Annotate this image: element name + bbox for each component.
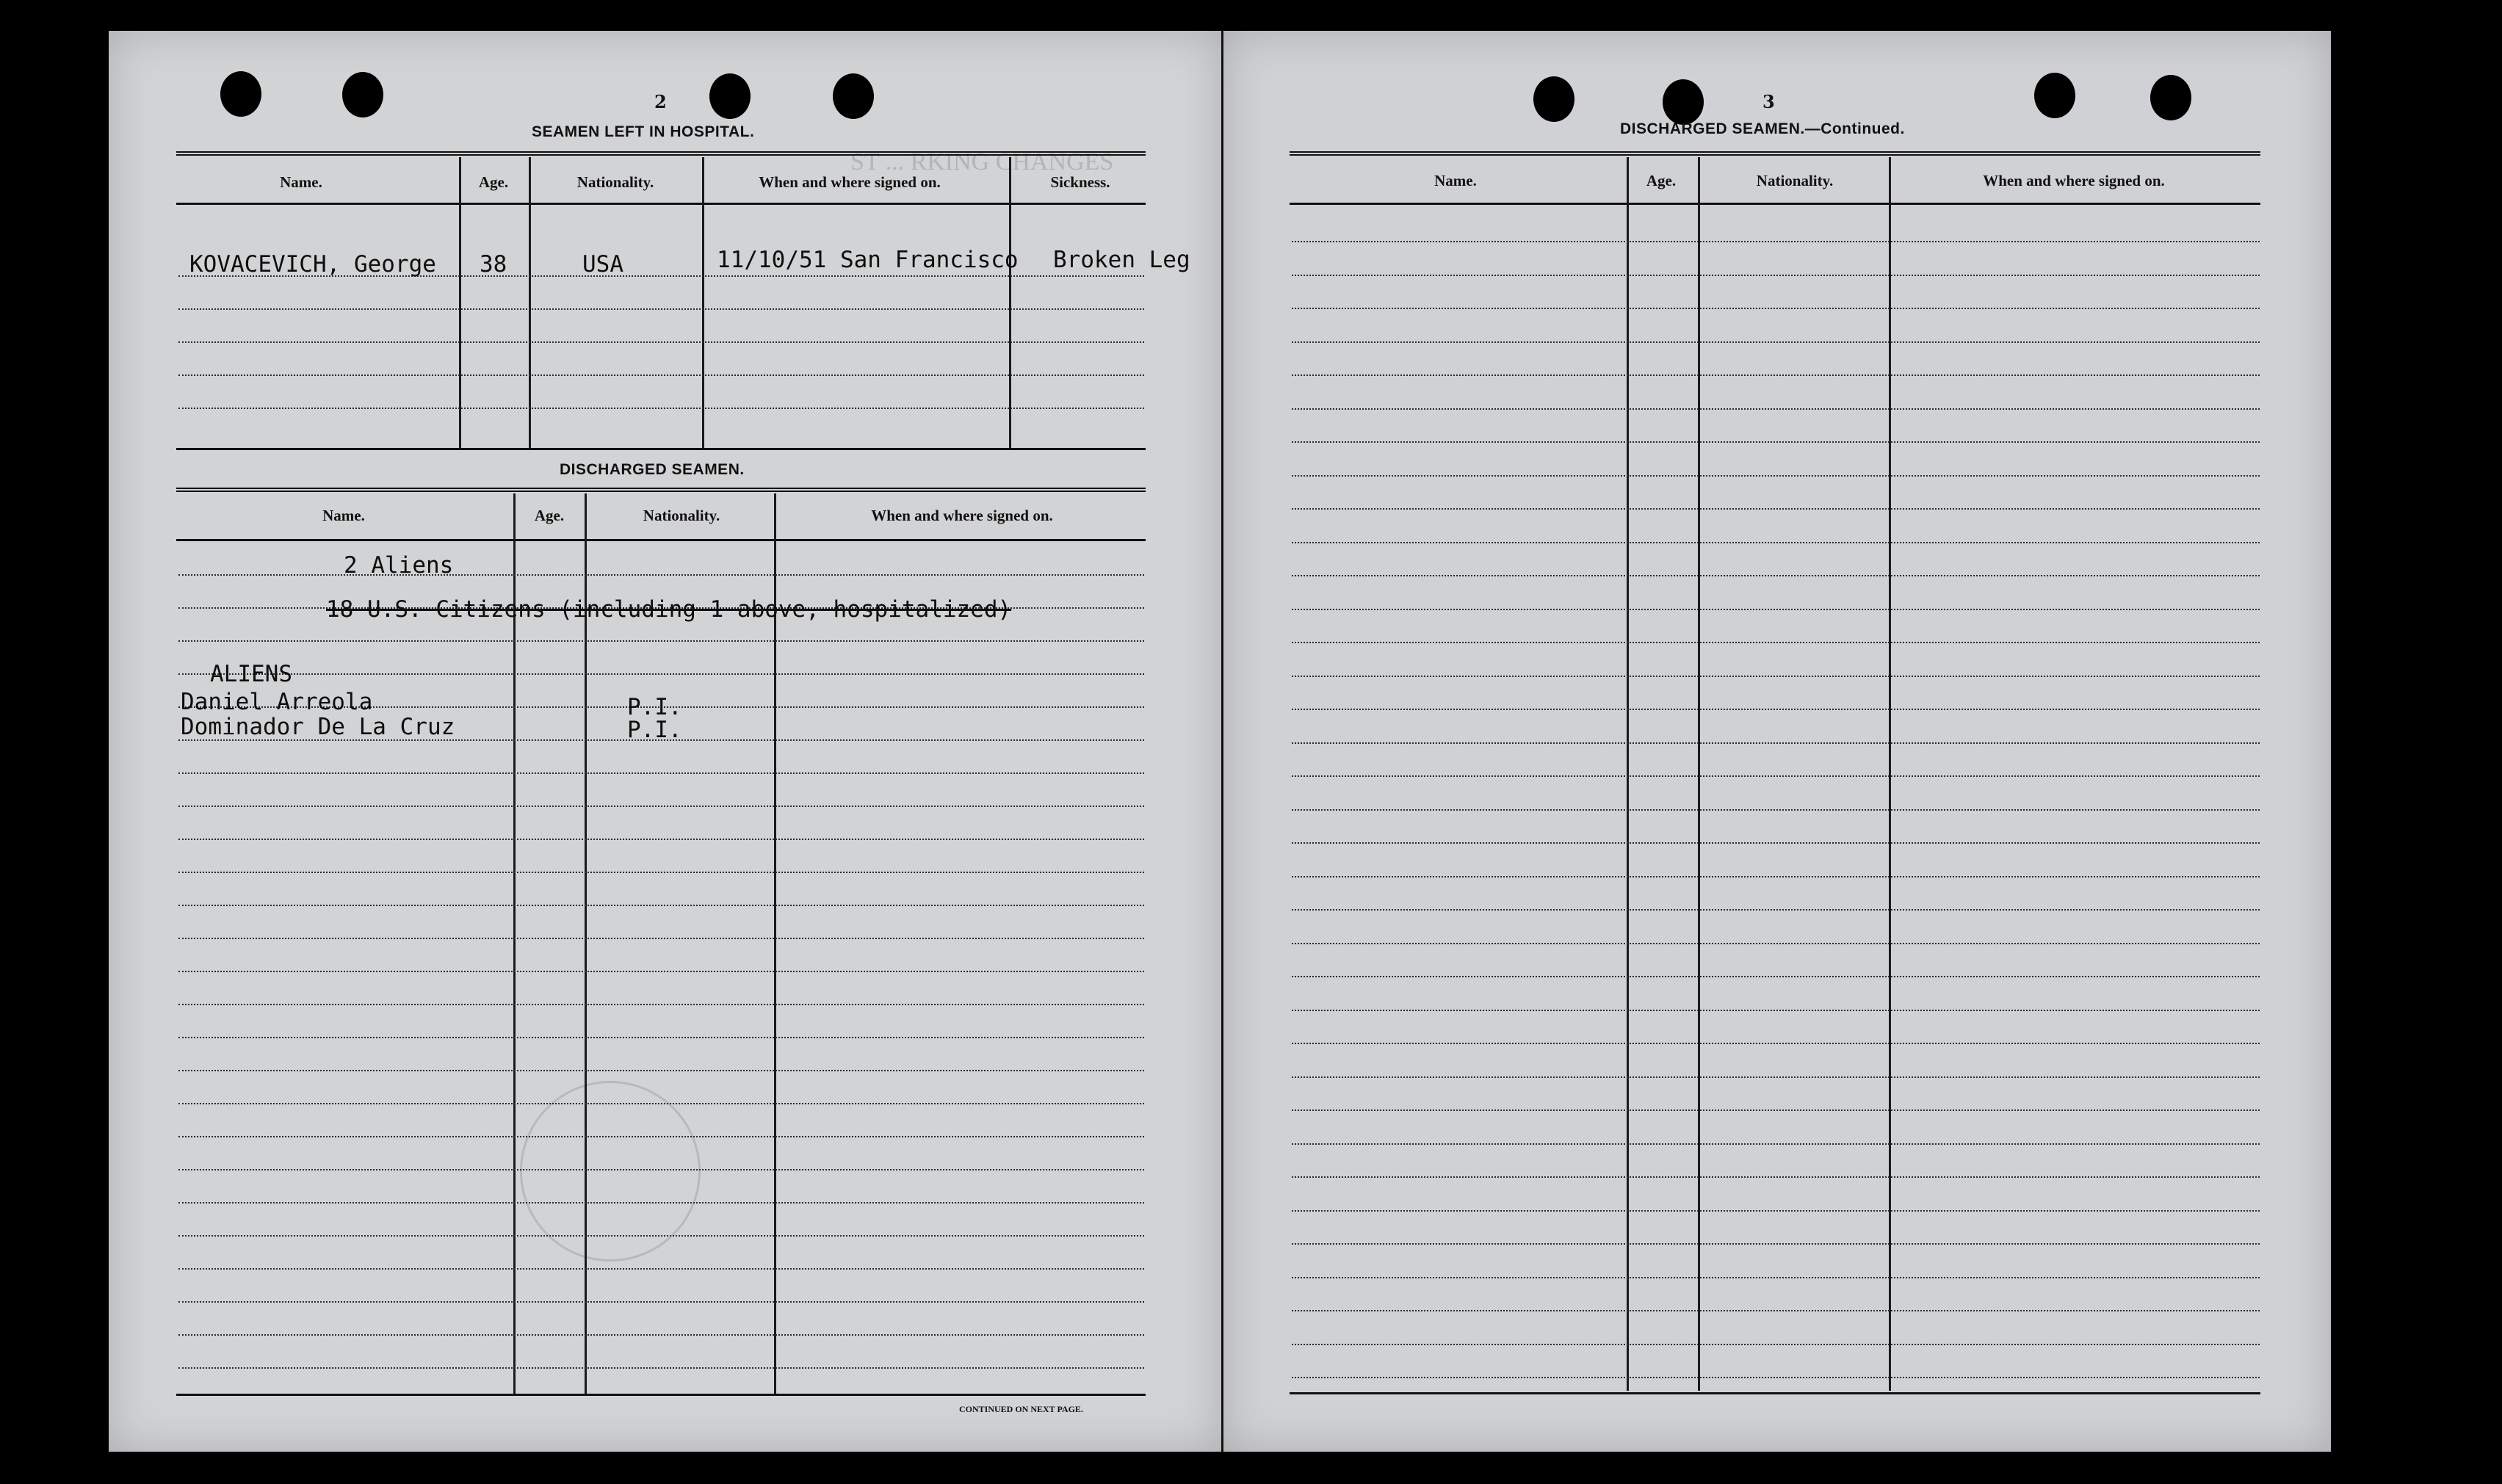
ruled-line <box>178 374 1144 376</box>
ruled-line <box>1292 1277 2260 1278</box>
ruled-line <box>1292 943 2260 944</box>
ruled-line <box>178 1301 1144 1303</box>
col-header-name: Name. <box>280 173 322 191</box>
punch-hole <box>1533 76 1574 122</box>
ruled-line <box>178 308 1144 310</box>
hospital-name: KOVACEVICH, George <box>189 251 436 278</box>
bleed-through-text: ST ... RKING CHANGES <box>850 148 1114 175</box>
table-bottom-rule <box>176 1394 1146 1396</box>
ruled-line <box>1292 275 2260 276</box>
aliens-label: ALIENS <box>210 661 292 687</box>
hospital-sickness: Broken Leg <box>1053 247 1190 273</box>
punch-hole <box>342 72 383 117</box>
ruled-line <box>178 673 1144 675</box>
ruled-line <box>178 839 1144 840</box>
discharged-continued-heading: DISCHARGED SEAMEN.—Continued. <box>1620 120 1905 137</box>
col-header-sickness: Sickness. <box>1050 173 1110 191</box>
ruled-line <box>1292 1010 2260 1011</box>
ruled-line <box>178 806 1144 807</box>
col-header-signed-on: When and where signed on. <box>759 173 941 191</box>
ruled-line <box>178 574 1144 576</box>
col-header-age: Age. <box>478 173 509 191</box>
ruled-line <box>178 1169 1144 1170</box>
ruled-line <box>1292 809 2260 811</box>
ruled-line <box>1292 842 2260 844</box>
column-divider <box>459 157 461 448</box>
ruled-line <box>178 1004 1144 1005</box>
left-page <box>109 31 1221 1452</box>
ruled-line <box>1292 241 2260 242</box>
ruled-line <box>1292 1243 2260 1245</box>
ruled-line <box>1292 508 2260 510</box>
ruled-line <box>178 1334 1144 1336</box>
column-divider <box>585 493 587 1394</box>
discharged-nationality: P.I. <box>627 717 682 743</box>
page-number: 3 <box>1762 91 1775 112</box>
ruled-line <box>1292 441 2260 443</box>
ruled-line <box>178 1103 1144 1104</box>
ruled-line <box>1292 676 2260 677</box>
discharged-name: Daniel Arreola <box>181 689 373 715</box>
page-number: 2 <box>654 91 667 112</box>
col-header-nationality: Nationality. <box>1756 172 1834 189</box>
ruled-line <box>1292 876 2260 877</box>
ruled-line <box>178 341 1144 343</box>
ruled-line <box>178 971 1144 972</box>
table-top-rule <box>1290 151 2260 156</box>
punch-hole <box>220 71 261 117</box>
ruled-line <box>1292 1210 2260 1212</box>
ruled-line <box>1292 1110 2260 1111</box>
discharged-section-heading: DISCHARGED SEAMEN. <box>560 461 745 478</box>
ruled-line <box>1292 1377 2260 1378</box>
ruled-line <box>178 1070 1144 1071</box>
section-rule <box>176 448 1146 450</box>
right-page <box>1223 31 2331 1452</box>
punch-hole <box>2034 73 2075 118</box>
ruled-line <box>1292 909 2260 911</box>
column-divider <box>702 157 704 448</box>
hospital-nationality: USA <box>582 251 623 278</box>
ruled-line <box>178 938 1144 939</box>
discharged-nationality: P.I. <box>627 694 682 720</box>
ruled-line <box>1292 742 2260 744</box>
col-header-nationality: Nationality. <box>576 173 654 191</box>
continued-footer: CONTINUED ON NEXT PAGE. <box>959 1404 1083 1414</box>
col-header-nationality: Nationality. <box>643 507 720 524</box>
ruled-line <box>178 905 1144 906</box>
col-header-name: Name. <box>322 507 365 524</box>
ruled-line <box>1292 341 2260 343</box>
ruled-line <box>178 872 1144 873</box>
hospital-section-heading: SEAMEN LEFT IN HOSPITAL. <box>532 123 755 140</box>
ruled-line <box>178 408 1144 409</box>
ruled-line <box>178 640 1144 642</box>
ruled-line <box>1292 1344 2260 1345</box>
hospital-age: 38 <box>480 251 507 278</box>
column-divider <box>774 493 776 1394</box>
ruled-line <box>1292 1176 2260 1178</box>
ruled-line <box>178 1268 1144 1270</box>
ruled-line <box>1292 642 2260 643</box>
header-rule <box>176 203 1146 205</box>
ruled-line <box>1292 709 2260 710</box>
punch-hole <box>709 73 751 119</box>
ruled-line <box>1292 1310 2260 1311</box>
summary-citizens: 18 U.S. Citizens (including 1 above, hospitalized) <box>326 596 1012 623</box>
col-header-age: Age. <box>1646 172 1677 189</box>
hospital-signed-on: 11/10/51 San Francisco <box>717 247 1019 273</box>
col-header-signed-on: When and where signed on. <box>871 507 1053 524</box>
ruled-line <box>1292 775 2260 777</box>
ruled-line <box>1292 1043 2260 1044</box>
punch-hole <box>1663 79 1704 125</box>
ruled-line <box>1292 1076 2260 1078</box>
ruled-line <box>178 1037 1144 1038</box>
discharged-name: Dominador De La Cruz <box>181 714 455 740</box>
ruled-line <box>178 1202 1144 1204</box>
ruled-line <box>178 1367 1144 1369</box>
table-top-rule <box>176 151 1146 156</box>
ruled-line <box>178 772 1144 774</box>
ruled-line <box>1292 1143 2260 1145</box>
ruled-line <box>178 1235 1144 1237</box>
ruled-line <box>1292 542 2260 543</box>
table-top-rule <box>176 488 1146 492</box>
punch-hole <box>833 73 874 119</box>
ruled-line <box>1292 408 2260 410</box>
summary-aliens: 2 Aliens <box>344 552 454 579</box>
ruled-line <box>1292 976 2260 977</box>
table-bottom-rule <box>1290 1392 2260 1394</box>
column-divider <box>529 157 531 448</box>
ruled-line <box>1292 575 2260 576</box>
column-divider <box>1009 157 1011 448</box>
column-divider <box>513 493 516 1394</box>
header-rule <box>1290 203 2260 205</box>
ruled-line <box>1292 374 2260 376</box>
ruled-line <box>1292 475 2260 477</box>
col-header-name: Name. <box>1434 172 1477 189</box>
ruled-line <box>1292 609 2260 610</box>
ruled-line <box>1292 308 2260 309</box>
header-rule <box>176 539 1146 541</box>
punch-hole <box>2150 75 2191 120</box>
col-header-age: Age. <box>534 507 565 524</box>
col-header-signed-on: When and where signed on. <box>1983 172 2165 189</box>
ruled-line <box>178 1136 1144 1137</box>
